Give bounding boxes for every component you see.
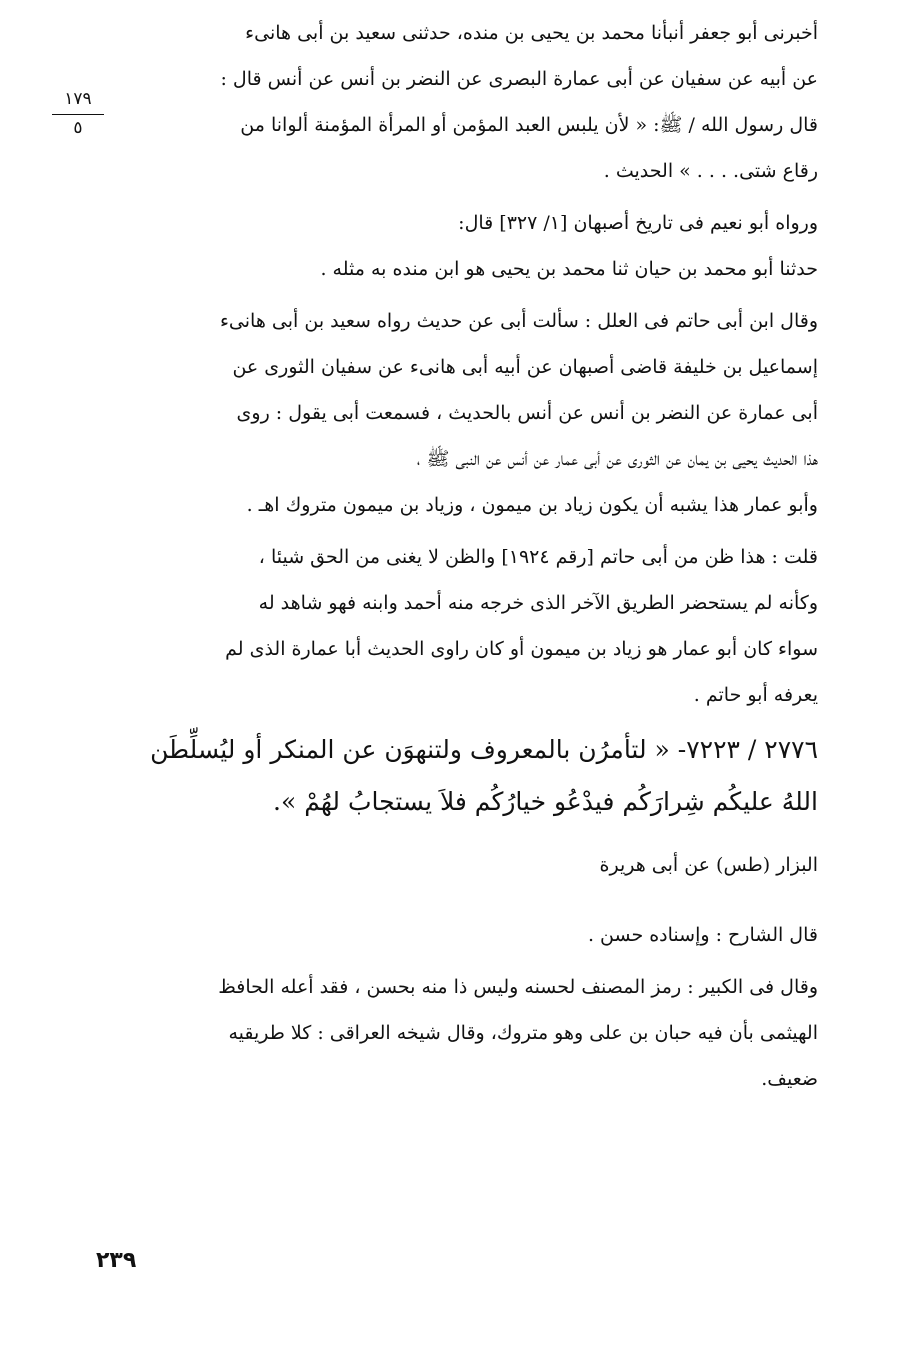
text-line: وأبو عمار هذا يشبه أن يكون زياد بن ميمون ، وزياد بن ميمون متروك اهـ . <box>246 494 818 516</box>
hadith-text <box>100 724 818 828</box>
text-line: حدثنا أبو محمد بن حيان ثنا محمد بن يحيى هو ابن منده به مثله . <box>320 258 818 280</box>
text-line: يعرفه أبو حاتم . <box>693 684 818 706</box>
hadith-line: ٢٧٧٦ / ٧٢٢٣- « لتأمرُن بالمعروف ولتنهوَن عن المنكر أو ليُسلِّطَن <box>150 735 818 764</box>
margin-reference-top: ١٧٩ <box>64 89 92 109</box>
hadith-line: اللهُ عليكُم شِرارَكُم فيدْعُو خيارُكُم فلاَ يستجابُ لهُمْ ». <box>273 787 818 816</box>
text-line: هذا الحديث يحيى بن يمان عن الثورى عن أبى عمار عن أنس عن النبى ﷺ ، <box>416 448 818 470</box>
kabir-paragraph <box>100 964 818 1102</box>
margin-reference-rule <box>52 114 104 115</box>
sharih-statement: قال الشارح : وإسناده حسن . <box>587 924 818 946</box>
text-line: أبى عمارة عن النضر بن أنس عن أنس بالحديث ، فسمعت أبى يقول : روى <box>236 402 818 424</box>
text-line: عن أبيه عن سفيان عن أبى عمارة البصرى عن النضر بن أنس عن أنس قال : <box>220 68 818 90</box>
text-line: قلت : هذا ظن من أبى حاتم [رقم ١٩٢٤] والظن لا يغنى من الحق شيئا ، <box>258 546 818 568</box>
text-line: أخبرنى أبو جعفر أنبأنا محمد بن يحيى بن منده، حدثنى سعيد بن أبى هانىء <box>245 22 818 44</box>
abu-nuaim-paragraph <box>100 200 818 292</box>
text-line: وقال ابن أبى حاتم فى العلل : سألت أبى عن حديث رواه سعيد بن أبى هانىء <box>220 310 818 332</box>
qultu-paragraph <box>100 534 818 718</box>
text-line: قال رسول الله / ﷺ: « لأن يلبس العبد المؤمن أو المرأة المؤمنة ألوانا من <box>240 114 818 136</box>
ilal-paragraph <box>100 298 818 528</box>
page-number: ٢٣٩ <box>96 1248 137 1273</box>
main-text <box>100 10 818 1102</box>
text-line: رقاع شتى. . . . » الحديث . <box>603 160 818 182</box>
text-line: إسماعيل بن خليفة قاضى أصبهان عن أبيه أبى هانىء عن سفيان الثورى عن <box>232 356 818 378</box>
isnad-paragraph <box>100 10 818 194</box>
text-line: ضعيف. <box>761 1068 818 1090</box>
hadith-source: البزار (طس) عن أبى هريرة <box>599 854 818 876</box>
text-line: وكأنه لم يستحضر الطريق الآخر الذى خرجه منه أحمد وابنه فهو شاهد له <box>258 592 818 614</box>
margin-reference <box>52 86 104 137</box>
text-line: ورواه أبو نعيم فى تاريخ أصبهان [١/ ٣٢٧] قال: <box>458 212 818 234</box>
margin-reference-bottom: ٥ <box>73 118 83 138</box>
text-line: وقال فى الكبير : رمز المصنف لحسنه وليس ذا منه بحسن ، فقد أعله الحافظ <box>218 976 818 998</box>
text-line: سواء كان أبو عمار هو زياد بن ميمون أو كان راوى الحديث أبا عمارة الذى لم <box>225 638 818 660</box>
text-line: الهيثمى بأن فيه حبان بن على وهو متروك، وقال شيخه العراقى : كلا طريقيه <box>228 1022 818 1044</box>
